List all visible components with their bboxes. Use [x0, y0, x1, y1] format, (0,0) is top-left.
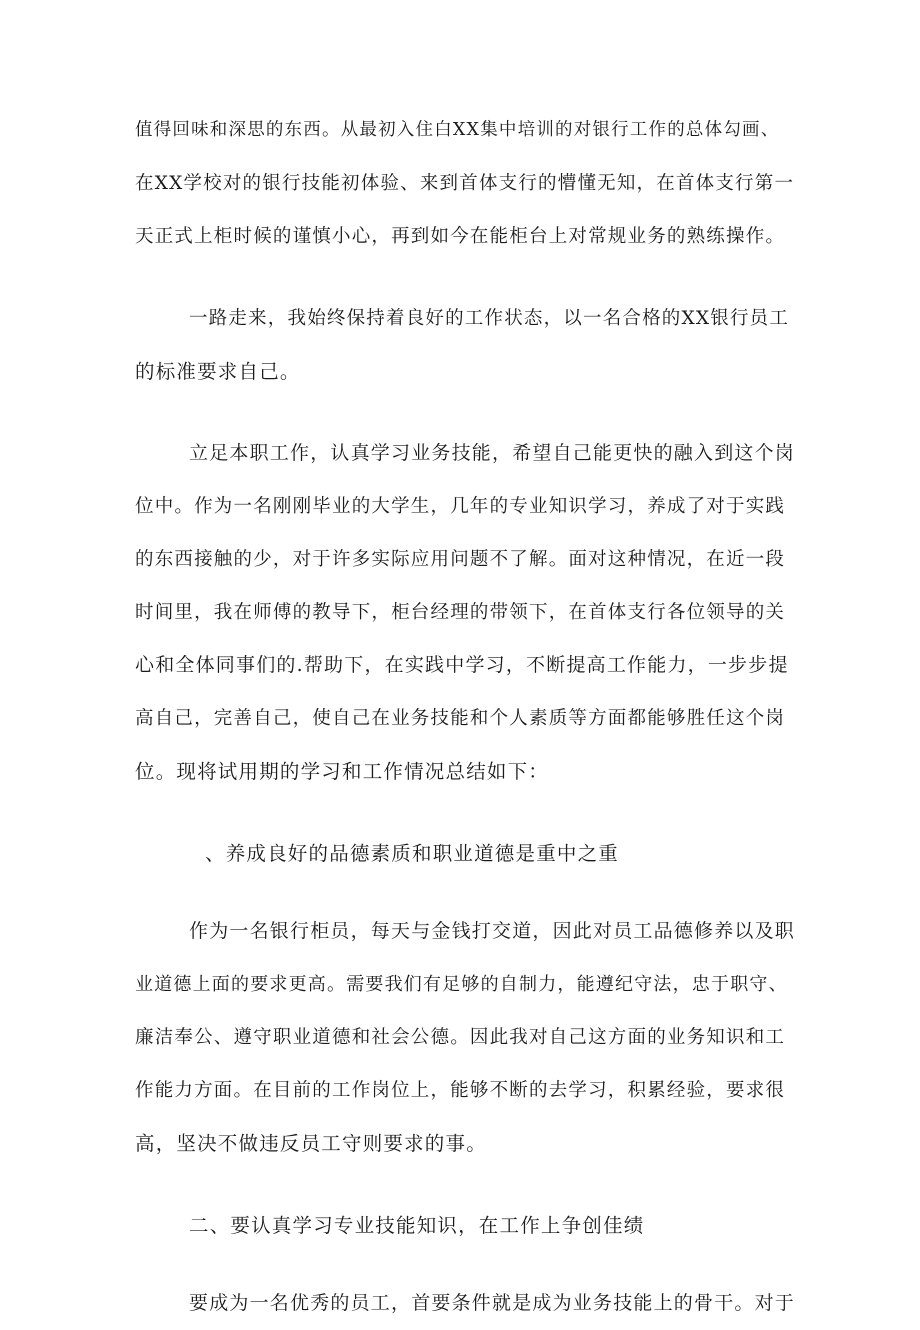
- text-line: 天正式上柜时候的谨慎小心，再到如今在能柜台上对常规业务的熟练操作。: [135, 226, 786, 247]
- text-line: 一路走来，我始终保持着良好的工作状态，以一名合格的XX银行员工: [189, 308, 790, 329]
- paragraph-gap: [135, 263, 795, 292]
- paragraph-4: [135, 905, 795, 1170]
- paragraph-1: [135, 104, 795, 263]
- text-line: 在XX学校对的银行技能初体验、来到首体支行的懵懂无知，在首体支行第一: [135, 173, 795, 194]
- section-heading-2: [135, 1199, 795, 1252]
- text-line: 作为一名银行柜员，每天与金钱打交道，因此对员工品德修养以及职: [189, 920, 796, 942]
- text-line: 心和全体同事们的.帮助下，在实践中学习，不断提高工作能力，一步步提: [135, 654, 789, 676]
- document-body: [135, 104, 795, 1330]
- paragraph-3: [135, 427, 795, 798]
- section-heading-1: [135, 827, 795, 880]
- heading-text: 二、要认真学习专业技能知识，在工作上争创佳绩: [189, 1214, 645, 1237]
- paragraph-5: [135, 1277, 795, 1330]
- text-line: 高自己，完善自己，使自己在业务技能和个人素质等方面都能够胜任这个岗: [135, 708, 786, 729]
- paragraph-gap: [135, 1252, 795, 1277]
- paragraph-gap: [135, 798, 795, 827]
- text-line: 作能力方面。在目前的工作岗位上，能够不断的去学习，积累经验，要求很: [135, 1080, 786, 1101]
- paragraph-2: [135, 292, 795, 398]
- text-line: 的东西接触的少，对于许多实际应用问题不了解。面对这种情况，在近一段: [135, 549, 786, 570]
- text-line: 位中。作为一名刚刚毕业的大学生，几年的专业知识学习，养成了对于实践: [135, 496, 786, 517]
- paragraph-gap: [135, 398, 795, 427]
- paragraph-gap: [135, 880, 795, 905]
- text-line: 要成为一名优秀的员工，首要条件就是成为业务技能上的骨干。对于: [189, 1292, 796, 1314]
- paragraph-gap: [135, 1170, 795, 1199]
- text-line: 的标准要求自己。: [135, 360, 301, 383]
- heading-text: 、养成良好的品德素质和职业道德是重中之重: [205, 842, 620, 865]
- text-line: 时间里，我在师傅的教导下，柜台经理的带领下，在首体支行各位领导的关: [135, 602, 786, 623]
- text-line: 值得回味和深思的东西。从最初入住白XX集中培训的对银行工作的总体勾画、: [135, 120, 780, 140]
- text-line: 立足本职工作，认真学习业务技能，希望自己能更快的融入到这个岗: [189, 442, 796, 464]
- text-line: 业道德上面的要求更高。需要我们有足够的自制力，能遵纪守法，忠于职守、: [135, 974, 788, 995]
- text-line: 廉洁奉公、遵守职业道德和社会公德。因此我对自己这方面的业务知识和工: [135, 1027, 786, 1048]
- text-line: 位。现将试用期的学习和工作情况总结如下：: [135, 760, 550, 783]
- text-line: 高，坚决不做违反员工守则要求的事。: [135, 1132, 487, 1155]
